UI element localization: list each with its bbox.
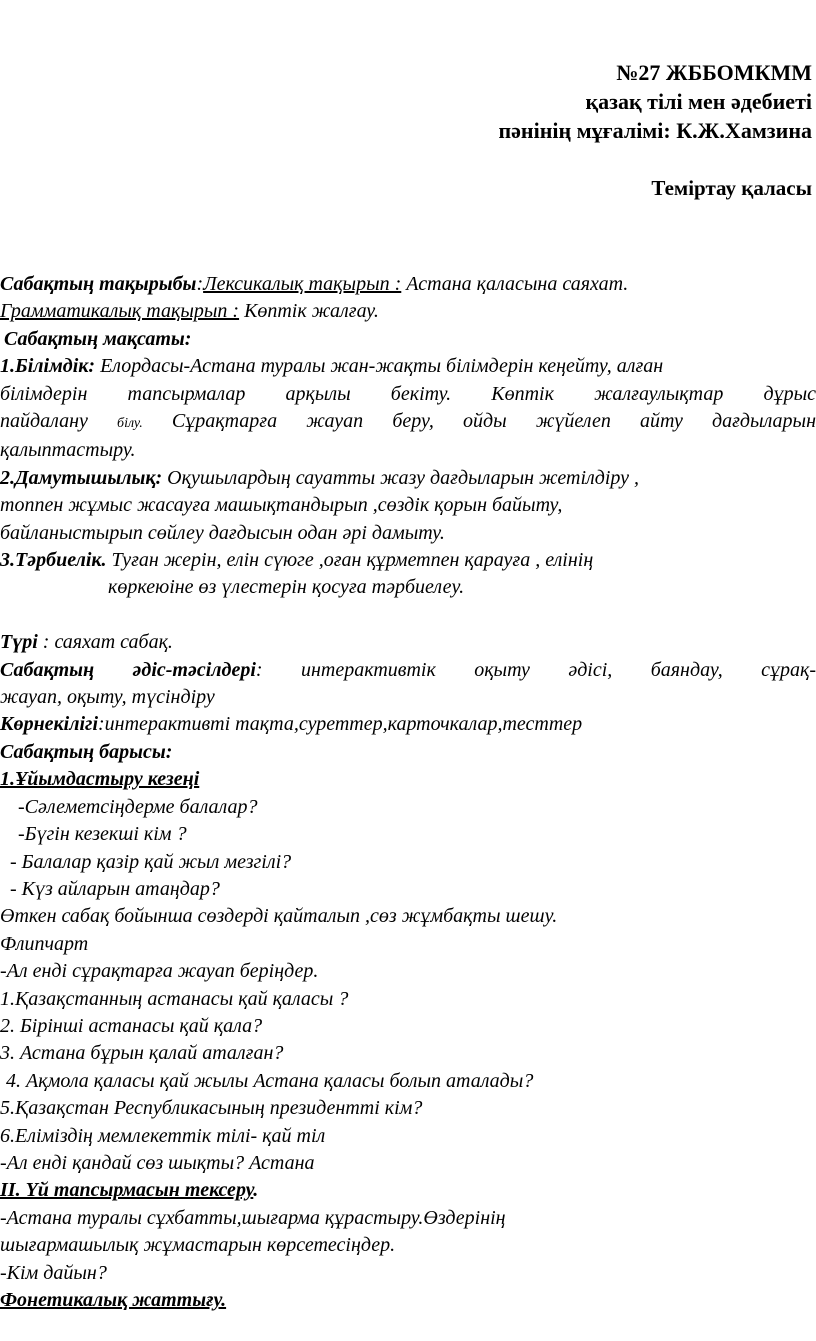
question-item: 3. Астана бұрын қалай аталған?	[0, 1042, 284, 1065]
duty-question: -Бүгін кезекші кім ?	[18, 823, 187, 846]
review-line: Өткен сабақ бойынша сөздерді қайталып ,сөз жұмбақты шешу.	[0, 905, 558, 928]
topic-line	[0, 271, 816, 298]
goal1-line4: қалыптастыру.	[0, 439, 136, 462]
methods-line2: жауап, оқыту, түсіндіру	[0, 686, 215, 709]
word-question: -Ал енді қандай сөз шықты? Астана	[0, 1151, 315, 1174]
goal2-line1	[0, 465, 816, 492]
question-item: 4. Ақмола қаласы қай жылы Астана қаласы болып аталады?	[6, 1069, 534, 1092]
goal1-line2: білімдерін тапсырмалар арқылы бекіту. Көптік жалғаулықтар дұрыс	[0, 382, 816, 405]
answer-prompt: -Ал енді сұрақтарға жауап беріңдер.	[0, 960, 319, 983]
goal1-small-word: білу.	[117, 416, 143, 432]
goal3-line1	[0, 547, 816, 574]
grammar-topic-label: Грамматикалық тақырып :	[0, 300, 240, 323]
visuals-line	[0, 711, 816, 738]
goal2-label: 2.Дамутышылық:	[0, 466, 163, 489]
grammar-topic-value: Көптік жалғау.	[239, 300, 379, 323]
lesson-plan-body	[0, 271, 816, 1314]
goal3-text1: Туған жерін, елін сүюге ,оған құрметпен қарауға , елінің	[106, 549, 594, 572]
homework-line1: -Астана туралы сұхбатты,шығарма құрастыру.Өздерінің	[0, 1206, 506, 1229]
stage1-heading: 1.Ұйымдастыру кезеңі	[0, 768, 200, 791]
question-item: 6.Еліміздің мемлекеттік тілі- қай тіл	[0, 1124, 326, 1147]
goal3-label: 3.Тәрбиелік.	[0, 549, 107, 572]
goal1-line1	[0, 353, 816, 380]
question-item: 5.Қазақстан Республикасының президентті кім?	[0, 1097, 423, 1120]
spacer	[0, 602, 816, 629]
who-ready-line: -Кім дайын?	[0, 1261, 107, 1284]
homework-line2: шығармашылық жұмастарын көрсетесіңдер.	[0, 1234, 396, 1257]
goal1-text3a: пайдалану	[0, 410, 88, 433]
stage2-heading	[0, 1177, 816, 1204]
question-item: 1.Қазақстанның астанасы қай қаласы ?	[0, 987, 349, 1010]
autumn-question: - Күз айларын атаңдар?	[10, 877, 220, 900]
type-line	[0, 629, 816, 656]
subject-name: қазақ тілі мен әдебиеті	[585, 89, 812, 114]
goal2-line3: байланыстырып сөйлеу дағдысын одан әрі дамыту.	[0, 521, 445, 544]
methods-text1: : интерактивтік оқыту әдісі, баяндау, сұрақ-	[255, 658, 816, 681]
goal2-text1: Оқушылардың сауатты жазу дағдыларын жетілдіру ,	[162, 466, 640, 489]
goal3-line2: көркеюіне өз үлестерін қосуға тәрбиелеу.	[108, 576, 465, 599]
stage2-title: II. Үй тапсырмасын тексеру	[0, 1179, 254, 1202]
type-label: Түрі	[0, 631, 38, 654]
visuals-label: Көрнекілігі	[0, 713, 98, 736]
methods-line1	[0, 657, 816, 684]
methods-label: Сабақтың әдіс-тәсілдері	[0, 658, 256, 681]
stage2-dot: .	[253, 1179, 259, 1202]
teacher-name: пәнінің мұғалімі: К.Ж.Хамзина	[498, 118, 812, 143]
topic-colon: :	[196, 273, 204, 295]
document-header	[498, 58, 812, 203]
phonetic-exercise-heading: Фонетикалық жаттығу.	[0, 1289, 227, 1312]
goal1-line3	[0, 408, 816, 437]
goals-heading: Сабақтың мақсаты:	[4, 327, 192, 350]
process-heading: Сабақтың барысы:	[0, 740, 173, 763]
topic-label: Сабақтың тақырыбы	[0, 273, 197, 295]
goal1-text1: Елордасы-Астана туралы жан-жақты білімдерін кеңейту, алған	[95, 355, 664, 378]
greeting-question: -Сәлеметсіңдерме балалар?	[18, 795, 258, 818]
type-value: : саяхат сабақ.	[37, 631, 173, 654]
school-name: №27 ЖББОМКММ	[616, 60, 812, 85]
city-name: Теміртау қаласы	[651, 176, 812, 200]
visuals-value: :интерактивті тақта,суреттер,карточкалар,тесттер	[98, 713, 583, 736]
lexical-topic-value: Астана қаласына саяхат.	[401, 273, 629, 295]
goal1-label: 1.Білімдік:	[0, 355, 96, 378]
flipchart-line: Флипчарт	[0, 932, 89, 955]
grammar-topic-line	[0, 298, 816, 325]
season-question: - Балалар қазір қай жыл мезгілі?	[10, 850, 292, 873]
question-item: 2. Бірінші астанасы қай қала?	[0, 1014, 263, 1037]
goal1-text3b: Сұрақтарға жауап беру, ойды жүйелеп айту дағдыларын	[171, 410, 816, 433]
goal2-line2: топпен жұмыс жасауға машықтандырып ,сөздік қорын байыту,	[0, 494, 563, 517]
lexical-topic-label: Лексикалық тақырып :	[203, 273, 402, 295]
